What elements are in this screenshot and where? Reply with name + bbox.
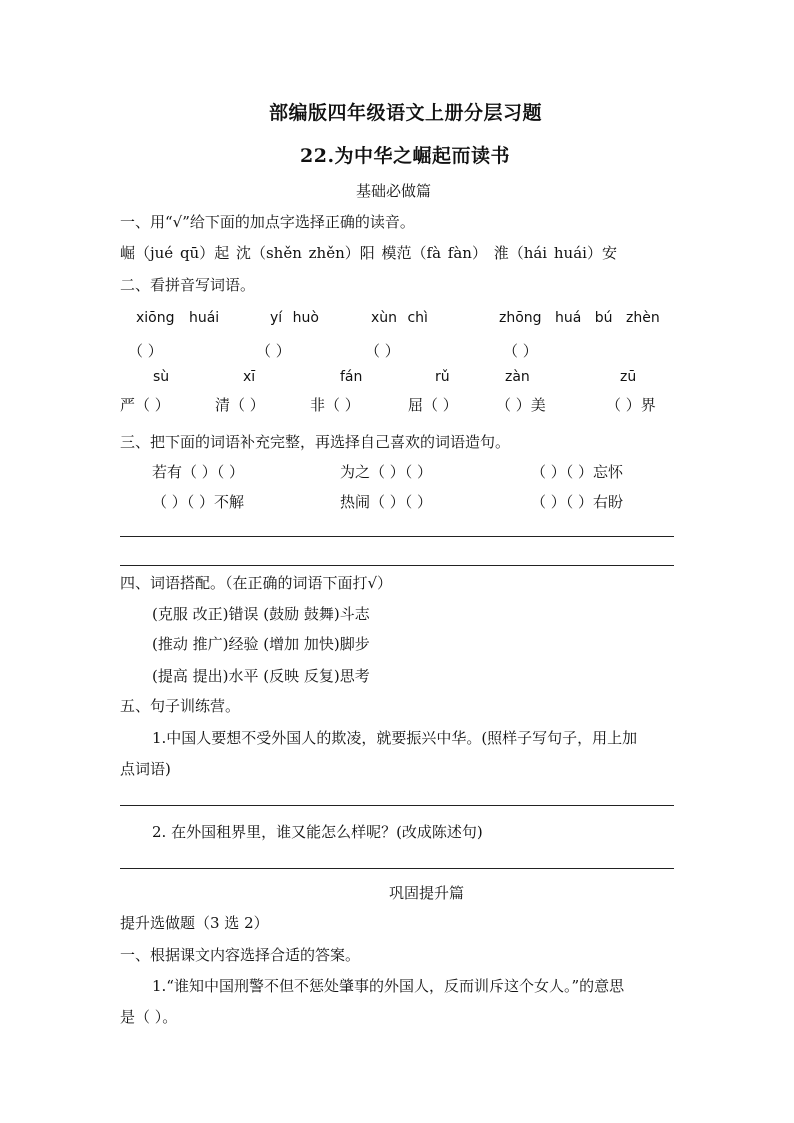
document-title: 部编版四年级语文上册分层习题: [269, 102, 543, 124]
q5-item1-line2: 点词语): [120, 760, 171, 778]
collocation-line[interactable]: (推动 推广)经验 (增加 加快)脚步: [152, 635, 370, 653]
adv-q1-item1-line2[interactable]: 是（ ）。: [120, 1008, 178, 1026]
q4-heading: 四、词语搭配。（在正确的词语下面打√）: [120, 574, 393, 592]
answer-bracket[interactable]: （ ）: [256, 342, 291, 360]
section-basic-title: 基础必做篇: [356, 182, 432, 200]
pinyin-zhong-hua-bu-zhen: zhōng huá bú zhèn: [499, 310, 660, 326]
pinyin-xun-chi: xùn chì: [371, 310, 428, 326]
answer-bracket[interactable]: （ ）: [365, 342, 400, 360]
pinyin-su: sù: [153, 369, 170, 385]
answer-line[interactable]: [120, 868, 674, 869]
idiom-fill[interactable]: 热闹（ ）（ ）: [340, 493, 433, 511]
idiom-fill[interactable]: （ ）（ ）不解: [152, 493, 245, 511]
idiom-fill[interactable]: （ ）（ ）右盼: [531, 493, 624, 511]
fill-word[interactable]: 非（ ）: [310, 396, 360, 414]
pinyin-zu: zū: [620, 369, 637, 385]
advanced-note: 提升选做题（3 选 2）: [120, 914, 269, 932]
answer-line[interactable]: [120, 565, 674, 566]
q1-heading: 一、用“√”给下面的加点字选择正确的读音。: [120, 213, 415, 231]
collocation-line[interactable]: (提高 提出)水平 (反映 反复)思考: [152, 667, 370, 685]
collocation-line[interactable]: (克服 改正)错误 (鼓励 鼓舞)斗志: [152, 605, 370, 623]
adv-q1-heading: 一、根据课文内容选择合适的答案。: [120, 946, 361, 964]
fill-word[interactable]: （ ）美: [496, 396, 546, 414]
q3-heading: 三、把下面的词语补充完整，再选择自己喜欢的词语造句。: [120, 433, 511, 451]
pinyin-xi: xī: [243, 369, 256, 385]
q2-heading: 二、看拼音写词语。: [120, 276, 256, 294]
fill-word[interactable]: 清（ ）: [215, 396, 265, 414]
q5-heading: 五、句子训练营。: [120, 697, 241, 715]
pinyin-zan: zàn: [505, 369, 530, 385]
fill-word[interactable]: （ ）界: [606, 396, 656, 414]
fill-word[interactable]: 严（ ）: [120, 396, 170, 414]
idiom-fill[interactable]: （ ）（ ）忘怀: [531, 463, 624, 481]
pinyin-fan: fán: [340, 369, 363, 385]
q1-pronunciation-line: 崛（jué qū）起 沈（shěn zhěn）阳 模范（fà fàn） 淮（hái huái）安: [120, 244, 617, 262]
pinyin-ru: rǔ: [435, 369, 450, 385]
idiom-fill[interactable]: 为之（ ）（ ）: [340, 463, 433, 481]
q5-item1-line1: 1.中国人要想不受外国人的欺凌，就要振兴中华。(照样子写句子，用上加: [152, 729, 638, 747]
pinyin-xiong-huai: xiōng huái: [136, 310, 220, 326]
pinyin-yi-huo: yí huò: [270, 310, 319, 326]
answer-bracket[interactable]: （ ）: [503, 342, 538, 360]
adv-q1-item1-line1: 1.“谁知中国刑警不但不惩处肇事的外国人，反而训斥这个女人。”的意思: [152, 977, 625, 995]
answer-bracket[interactable]: （ ）: [128, 342, 163, 360]
fill-word[interactable]: 屈（ ）: [408, 396, 458, 414]
section-advanced-title: 巩固提升篇: [389, 884, 465, 902]
q5-item2: 2. 在外国租界里，谁又能怎么样呢？(改成陈述句): [152, 823, 483, 841]
idiom-fill[interactable]: 若有（ ）（ ）: [152, 463, 245, 481]
lesson-title: 22.为中华之崛起而读书: [300, 145, 511, 167]
answer-line[interactable]: [120, 536, 674, 537]
answer-line[interactable]: [120, 805, 674, 806]
